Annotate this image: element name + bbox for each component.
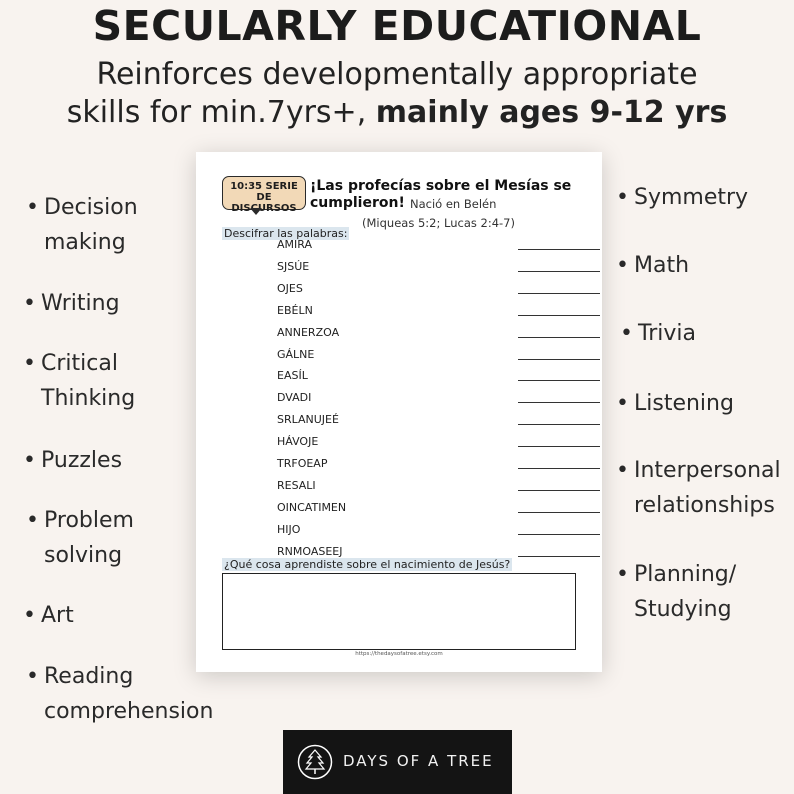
scrambled-word: OINCATIMEN (277, 500, 347, 514)
scrambled-word: SRLANUJEÉ (277, 413, 339, 427)
skill-puzzles: • Puzzles (23, 448, 123, 473)
subtitle-line-2-normal: skills for min.7yrs+, (66, 95, 376, 130)
scrambled-word: EASÍL (277, 369, 308, 383)
scrambled-word: DVADI (277, 391, 312, 405)
scrambled-word: OJES (277, 281, 303, 295)
answer-line (518, 249, 600, 250)
answer-line (518, 534, 600, 535)
skill-decision-making: • Decision making (26, 195, 138, 255)
answer-line (518, 446, 600, 447)
answer-line (518, 402, 600, 403)
worksheet-subtitle: Nació en Belén (410, 197, 497, 211)
badge-tail (250, 208, 262, 215)
scrambled-word: RNMOASEEJ (277, 544, 343, 558)
skill-planning-studying: • Planning/ Studying (616, 562, 737, 622)
answer-line (518, 468, 600, 469)
answer-line (518, 490, 600, 491)
series-badge: 10:35 SERIE DE DISCURSOS (222, 176, 306, 210)
skill-listening: • Listening (616, 391, 734, 416)
worksheet-question: ¿Qué cosa aprendiste sobre el nacimiento de Jesús? (224, 558, 511, 571)
scrambled-word: RESALI (277, 478, 316, 492)
scrambled-word: AMIRA (277, 238, 312, 251)
answer-box (222, 573, 576, 650)
scrambled-word: TRFOEAP (277, 457, 328, 470)
answer-line (518, 315, 600, 316)
skill-problem-solving: • Problem solving (26, 508, 134, 568)
scrambled-word: GÁLNE (277, 347, 315, 361)
worksheet-title: ¡Las profecías sobre el Mesías se cumplieron! (310, 178, 572, 211)
answer-line (518, 512, 600, 513)
skill-critical-thinking: • Critical Thinking (23, 351, 136, 411)
worksheet-preview (196, 152, 602, 672)
subtitle-line-2-bold: mainly ages 9-12 yrs (375, 95, 728, 130)
scrambled-word: EBÉLN (277, 303, 313, 317)
skill-trivia: • Trivia (620, 321, 696, 346)
answer-line (518, 293, 600, 294)
subtitle-line-1: Reinforces developmentally appropriate (96, 57, 698, 92)
worksheet-footer-url: https://thedaysofatree.etsy.com (355, 651, 443, 657)
answer-line (518, 424, 600, 425)
answer-line (518, 359, 600, 360)
skill-math: • Math (616, 253, 690, 278)
subtitle-line-2 (0, 94, 794, 132)
brand-logo (283, 730, 512, 794)
worksheet-reference: (Miqueas 5:2; Lucas 2:4-7) (362, 216, 515, 230)
skill-interpersonal-relationships: • Interpersonal relationships (616, 458, 781, 518)
worksheet-instruction: Descifrar las palabras: (224, 227, 348, 240)
skill-reading-comprehension: • Reading comprehension (26, 664, 214, 724)
scrambled-word: HÁVOJE (277, 435, 319, 449)
tree-icon (297, 744, 333, 780)
answer-line (518, 337, 600, 338)
scrambled-word: HIJO (277, 522, 301, 536)
headline: SECULARLY EDUCATIONAL (92, 2, 702, 50)
scrambled-word: ANNERZOA (277, 325, 340, 339)
brand-name: DAYS OF A TREE (343, 752, 494, 770)
skill-symmetry: • Symmetry (616, 185, 749, 210)
scrambled-word: SJSÚE (277, 259, 310, 273)
answer-line (518, 271, 600, 272)
answer-line (518, 380, 600, 381)
skill-art: • Art (23, 603, 74, 628)
answer-line (518, 556, 600, 557)
skill-writing: • Writing (23, 291, 120, 316)
